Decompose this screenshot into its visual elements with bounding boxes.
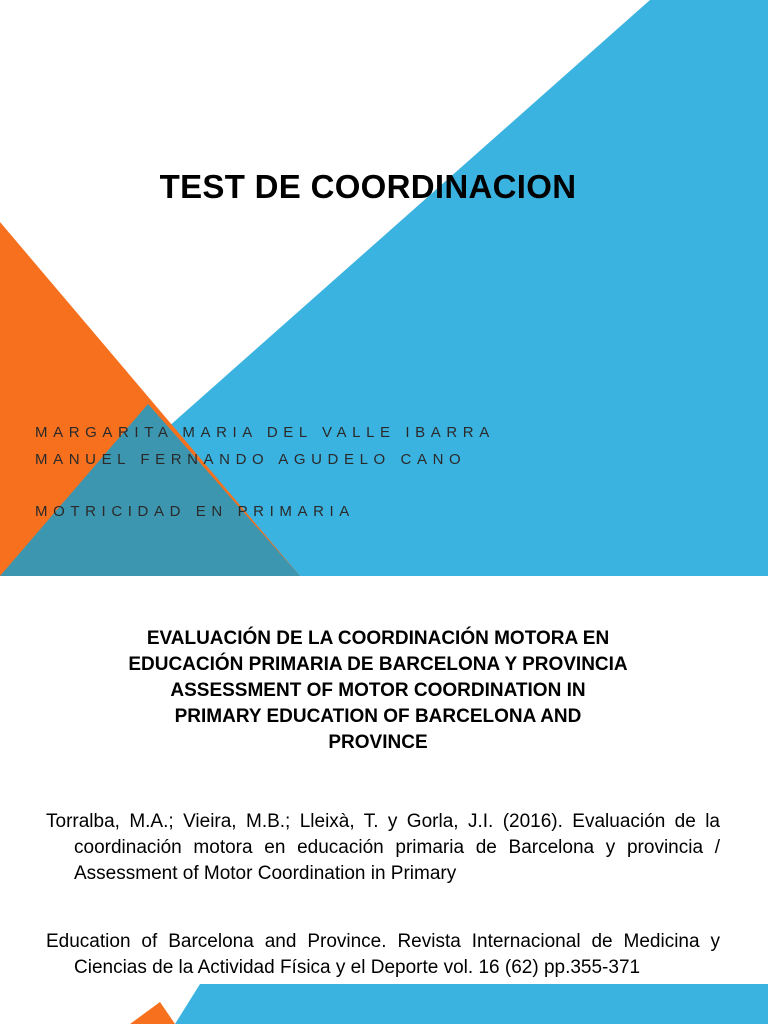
article-heading (40, 626, 716, 756)
heading-line: ASSESSMENT OF MOTOR COORDINATION IN (170, 680, 586, 701)
heading-line: PROVINCE (328, 732, 428, 753)
orange-corner-shape (130, 1002, 175, 1024)
blue-corner-shape (175, 984, 768, 1024)
course-name: MOTRICIDAD EN PRIMARIA (35, 503, 355, 520)
reference-slide (0, 576, 768, 1024)
heading-line: EDUCACIÓN PRIMARIA DE BARCELONA Y PROVINCIA (128, 654, 628, 675)
heading-line: EVALUACIÓN DE LA COORDINACIÓN MOTORA EN (146, 628, 610, 649)
heading-line: PRIMARY EDUCATION OF BARCELONA AND (174, 706, 582, 727)
author-name-2: MANUEL FERNANDO AGUDELO CANO (35, 451, 467, 468)
author-name-1: MARGARITA MARIA DEL VALLE IBARRA (35, 424, 495, 441)
reference-paragraph-2: Education of Barcelona and Province. Revista Internacional de Medicina y Ciencias de la Actividad Física y el Deporte vol. 16 (62) pp.355-371 (46, 931, 720, 978)
slide-title: TEST DE COORDINACION (159, 168, 577, 205)
reference-paragraph-1: Torralba, M.A.; Vieira, M.B.; Lleixà, T. y Gorla, J.I. (2016). Evaluación de la coordinación motora en educación primaria de Barcelona y provincia / Assessment of Motor Coordination in Primary (46, 811, 720, 884)
